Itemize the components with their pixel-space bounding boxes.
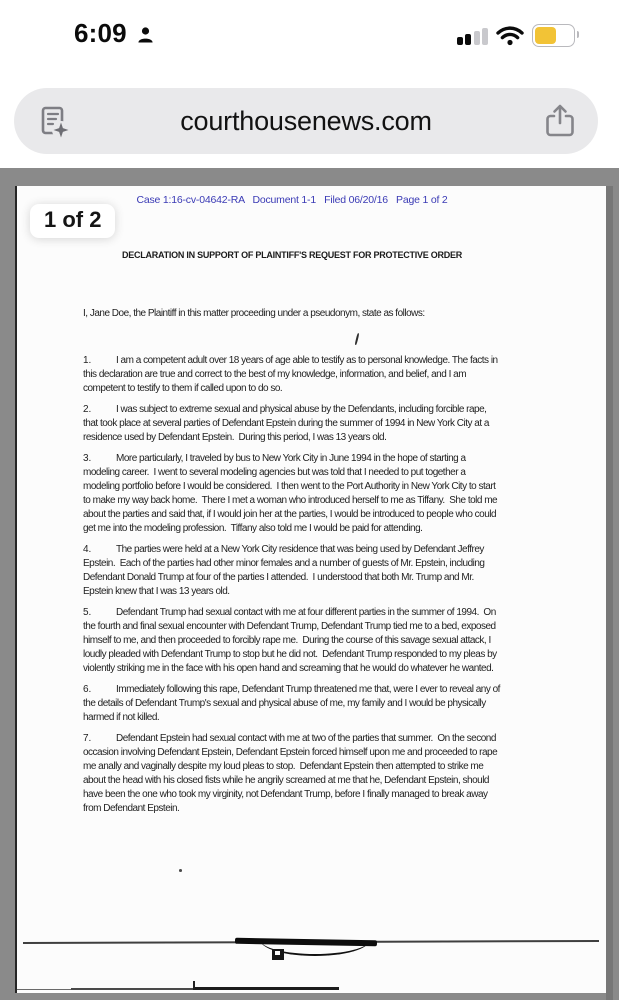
paragraph-number: 5.: [83, 607, 92, 618]
status-bar: [0, 18, 619, 62]
battery-level: [535, 27, 556, 44]
declaration-paragraph: 2. I was subject to extreme sexual and physical abuse by the Defendants, including forcible rape, that took place at several parties of Defendant Epstein during the summer of 1994 in New York City at a residence used by Defendant Epstein. During this period, I was 13 years old.: [83, 404, 492, 443]
page-indicator: 1 of 2: [30, 204, 115, 238]
paragraph-number: 2.: [83, 404, 92, 415]
paragraph-number: 6.: [83, 684, 92, 695]
declaration-paragraph: 7. Defendant Epstein had sexual contact with me at two of the parties that summer. On the second occasion involving Defendant Epstein, Defendant Epstein forced himself upon me and proceeded to rape me anally and vaginally despite my loud pleas to stop. Defendant Epstein then attempted to strike me about the head with his closed fists while he angrily screamed at me that he, Defendant Epstein, should have been the one who took my virginity, not Defendant Trump, before I finally managed to break away from Defendant Epstein.: [83, 733, 500, 814]
status-right: [457, 24, 576, 46]
paragraph-list: [83, 354, 501, 816]
scan-dot-mark: [179, 869, 182, 872]
declaration-paragraph: 6. Immediately following this rape, Defendant Trump threatened me that, were I ever to reveal any of the details of Defendant Trump's sexual and physical abuse of me, my family and I would be physically harmed if not killed.: [83, 684, 503, 723]
battery-icon: [532, 24, 575, 47]
declaration-paragraph: 4. The parties were held at a New York City residence that was being used by Defendant Jeffrey Epstein. Each of the parties had other minor females and a number of guests of Mr. Epstein, including Defendant Donald Trump at four of the parties I attended. I understood that both Mr. Trump and Mr. Epstein knew that I was 13 years old.: [83, 544, 487, 597]
scan-bottom-line-dark: [193, 987, 339, 990]
address-bar-row: [0, 88, 619, 155]
clock: 6:09: [74, 18, 127, 48]
browser-chrome: [0, 0, 619, 168]
case-header: Case 1:16-cv-04642-RA Document 1-1 Filed 06/20/16 Page 1 of 2: [136, 194, 448, 206]
document-text: [83, 194, 501, 816]
paragraph-number: 1.: [83, 355, 92, 366]
scan-square-mark: [272, 949, 284, 960]
wifi-icon: [496, 26, 524, 46]
declaration-paragraph: 5. Defendant Trump had sexual contact with me at four different parties in the summer of 1994. On the fourth and final sexual encounter with Defendant Trump, Defendant Trump tied me to a bed, exposed himself to me, and then proceeded to forcibly rape me. During the course of this savage sexual attack, I loudly pleaded with Defendant Trump to stop but he did not. Defendant Trump responded to my pleas by violently striking me in the face with his open hand and screaming that he would do whatever he wanted.: [83, 607, 499, 674]
scan-bottom-tick: [193, 981, 195, 989]
reader-summary-icon[interactable]: [35, 103, 73, 146]
paragraph-number: 4.: [83, 544, 92, 555]
battery-cap: [577, 31, 580, 38]
cellular-signal-icon: [457, 27, 489, 46]
address-bar[interactable]: [14, 88, 598, 154]
declaration-paragraph: 3. More particularly, I traveled by bus to New York City in June 1994 in the hope of starting a modeling career. I went to several modeling agencies but was told that I needed to put together a modeling portfolio before I would be considered. I then went to the Port Authority in New York City to start to make my way back home. There I met a woman who introduced herself to me as Tiffany. She told me about the parties and said that, if I would join her at the parties, I would be introduced to people who could get me into the modeling profession. Tiffany also told me I would be paid for attending.: [83, 453, 500, 534]
document-page: [15, 186, 606, 993]
page-right-shadow: [606, 186, 613, 1000]
declaration-intro: I, Jane Doe, the Plaintiff in this matter proceeding under a pseudonym, state as follows:: [83, 308, 425, 319]
pdf-viewer[interactable]: [0, 168, 619, 1000]
paragraph-number: 3.: [83, 453, 92, 464]
declaration-paragraph: 1. I am a competent adult over 18 years of age able to testify as to personal knowledge. The facts in this declaration are true and correct to the best of my knowledge, information, and belief, and I am competent to testify to them if called upon to do so.: [83, 355, 500, 394]
status-left: [74, 18, 156, 49]
document-title: DECLARATION IN SUPPORT OF PLAINTIFF'S REQUEST FOR PROTECTIVE ORDER: [122, 250, 462, 260]
paragraph-number: 7.: [83, 733, 92, 744]
url-text[interactable]: courthousenews.com: [180, 106, 432, 136]
person-icon: [135, 25, 156, 46]
share-icon[interactable]: [542, 103, 578, 146]
